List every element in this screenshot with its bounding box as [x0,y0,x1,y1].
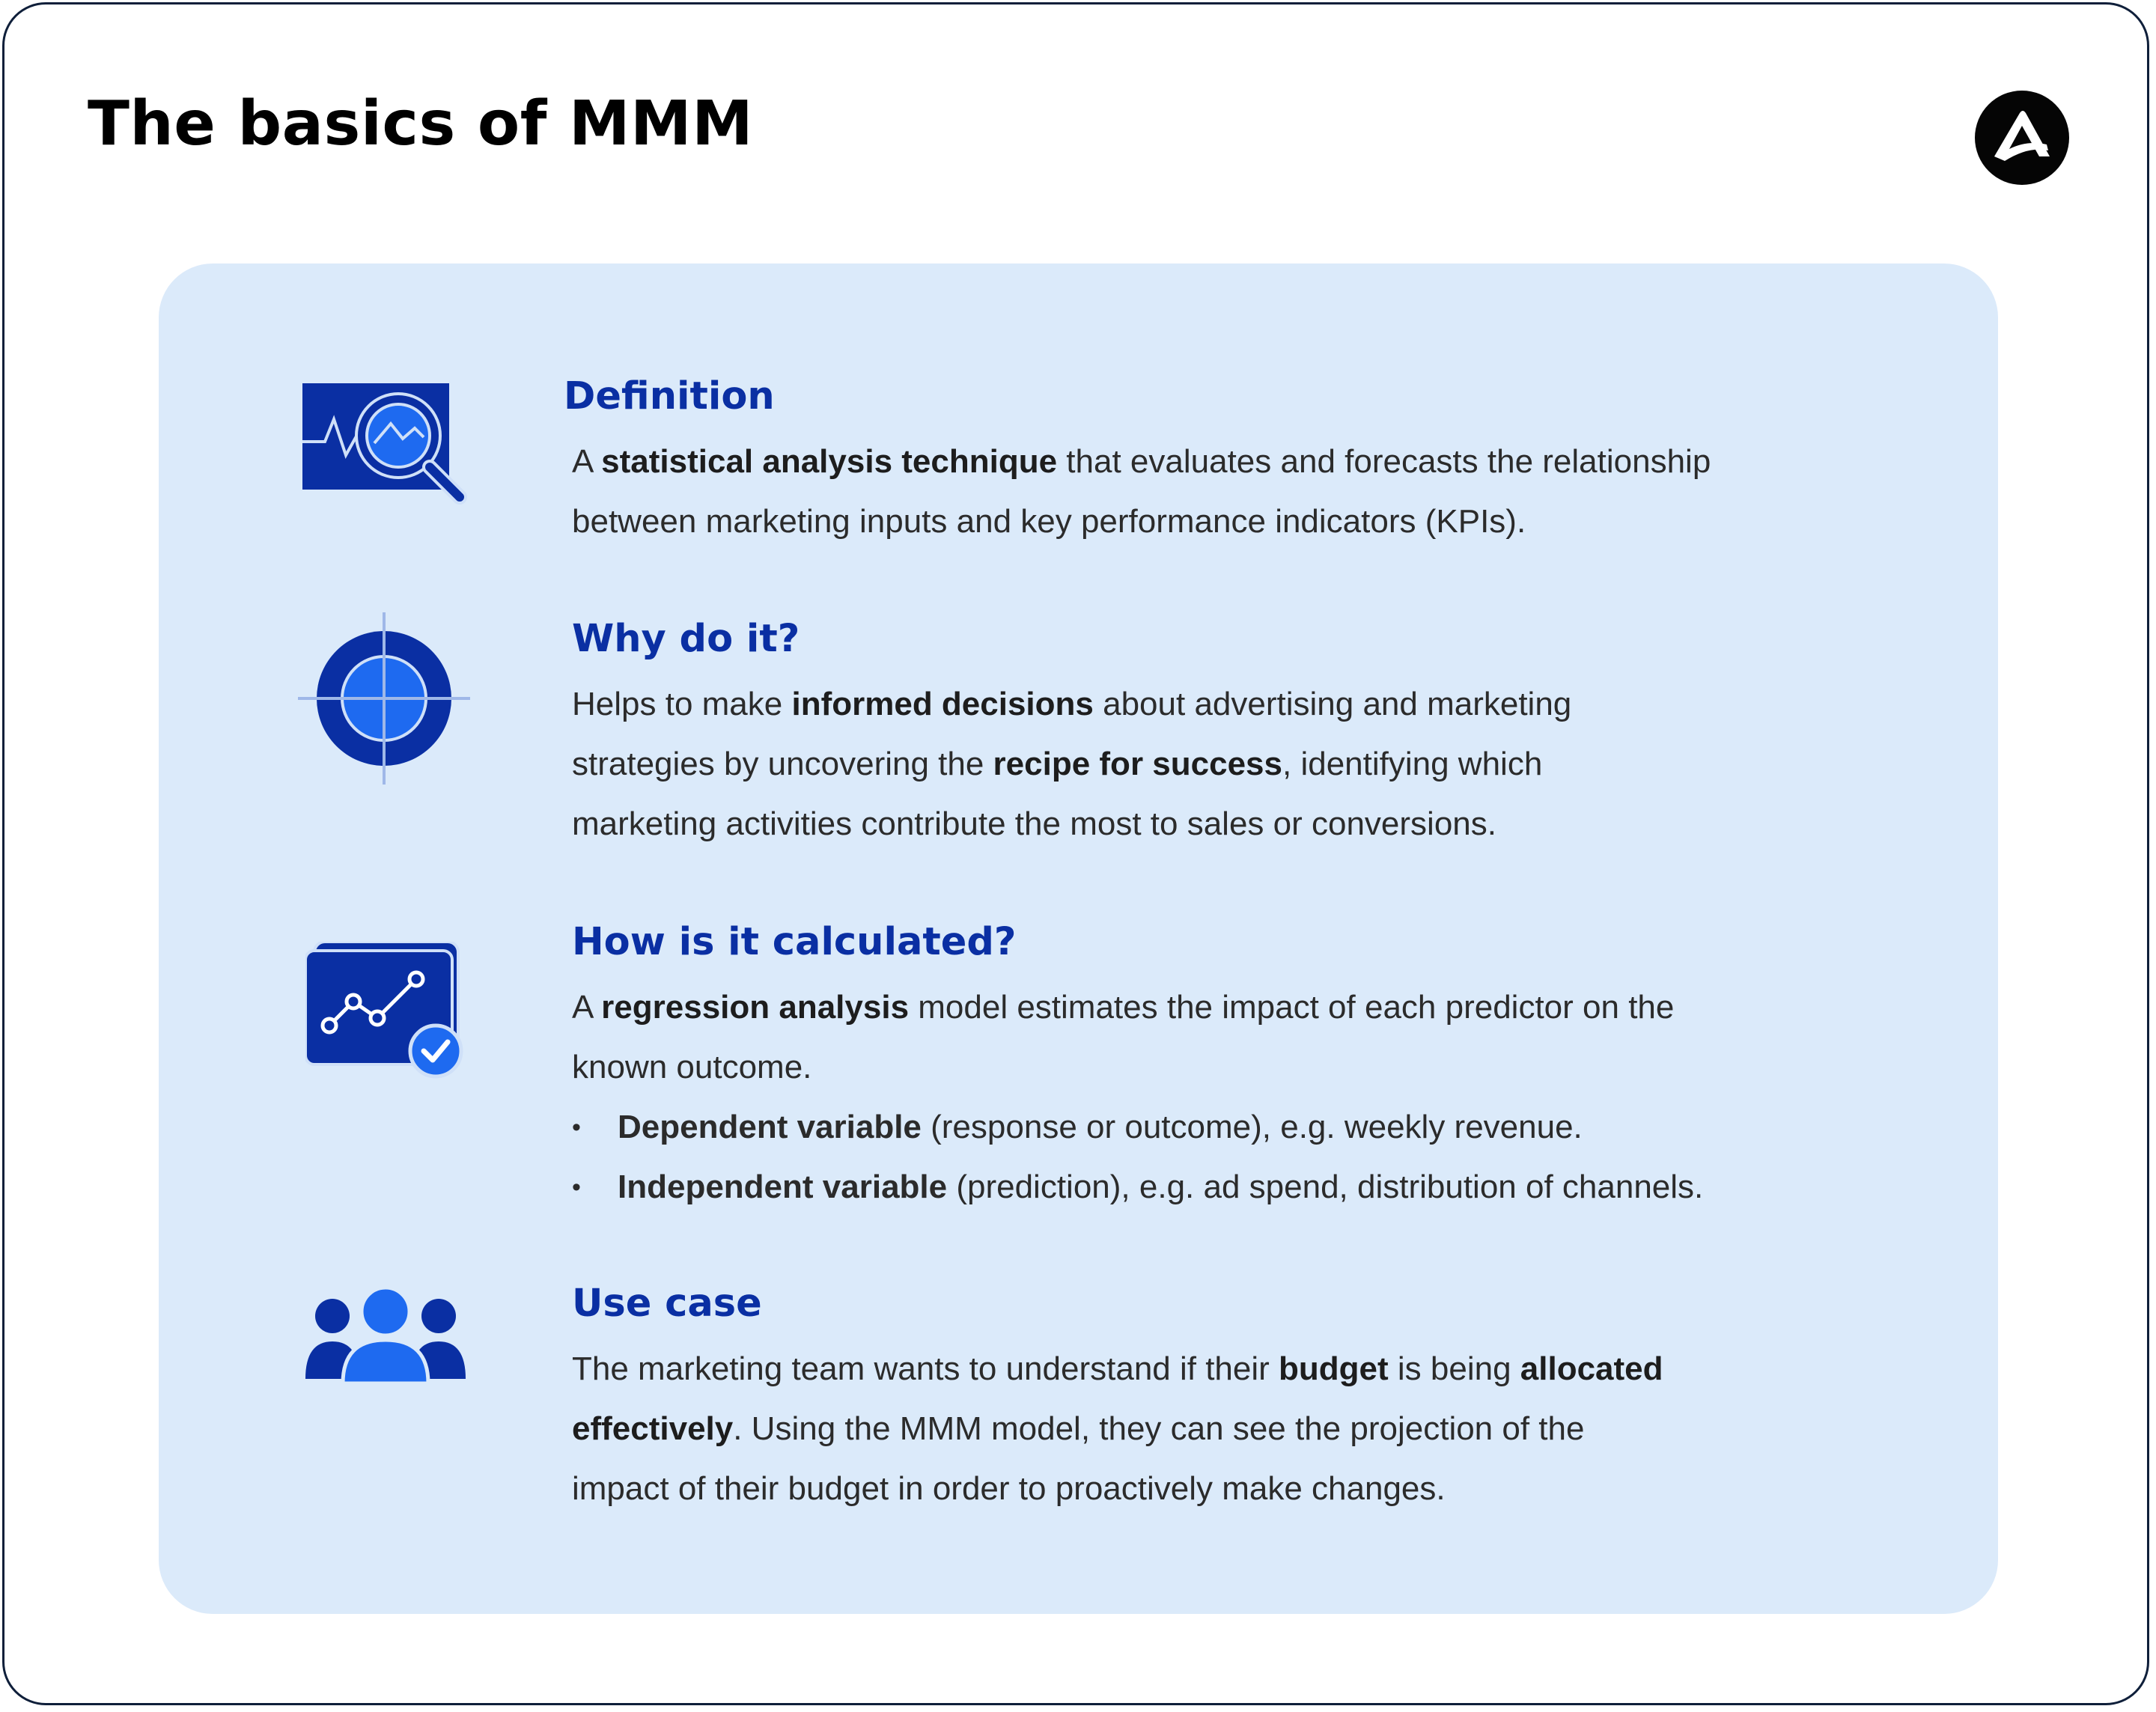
text-run: A [572,443,602,480]
text-run: marketing activities contribute the most to sales or conversions. [572,805,1496,842]
bold-text: allocated [1520,1350,1663,1387]
bold-text: informed decisions [791,686,1094,722]
bold-text: recipe for success [993,746,1282,782]
section-text-use-case [572,1339,1663,1519]
info-panel [159,263,1998,1614]
section-heading-why: Why do it? [572,617,800,661]
variable-list [572,1097,1703,1217]
text-run: known outcome. [572,1049,812,1085]
text-run: between marketing inputs and key performance indicators (KPIs). [572,503,1526,540]
text-run: that evaluates and forecasts the relationship [1057,443,1711,480]
section-text-how [572,978,1674,1097]
bold-text: budget [1279,1350,1389,1387]
section-heading-definition: Definition [564,374,775,418]
text-run: A [572,989,602,1026]
analysis-magnifier-icon [302,383,475,518]
bold-text: regression analysis [601,989,910,1026]
text-run: Helps to make [572,686,792,722]
line-chart-check-icon [305,942,466,1081]
section-text-definition [572,432,1711,552]
text-run: (response or outcome), e.g. weekly revenue. [921,1109,1583,1145]
bold-text: Independent variable [618,1169,948,1205]
section-heading-use-case: Use case [572,1282,762,1326]
bold-text: Dependent variable [618,1109,922,1145]
brand-a-logo-icon [1975,91,2069,185]
target-crosshair-icon [298,612,470,785]
list-item [572,1157,1703,1217]
text-run: is being [1388,1350,1520,1387]
bold-text: statistical analysis technique [601,443,1058,480]
text-run: about advertising and marketing [1093,686,1572,722]
section-heading-how: How is it calculated? [572,920,1017,964]
text-run: impact of their budget in order to proactively make changes. [572,1470,1446,1507]
list-item [572,1097,1703,1157]
text-run: (prediction), e.g. ad spend, distribution of channels. [947,1169,1704,1205]
section-text-why [572,674,1571,854]
page-title: The basics of MMM [88,88,754,159]
text-run: The marketing team wants to understand if their [572,1350,1279,1387]
bold-text: effectively [572,1410,734,1447]
text-run: . Using the MMM model, they can see the projection of the [733,1410,1585,1447]
text-run: strategies by uncovering the [572,746,993,782]
text-run: , identifying which [1282,746,1543,782]
team-people-icon [305,1286,466,1383]
text-run: model estimates the impact of each predictor on the [909,989,1675,1026]
